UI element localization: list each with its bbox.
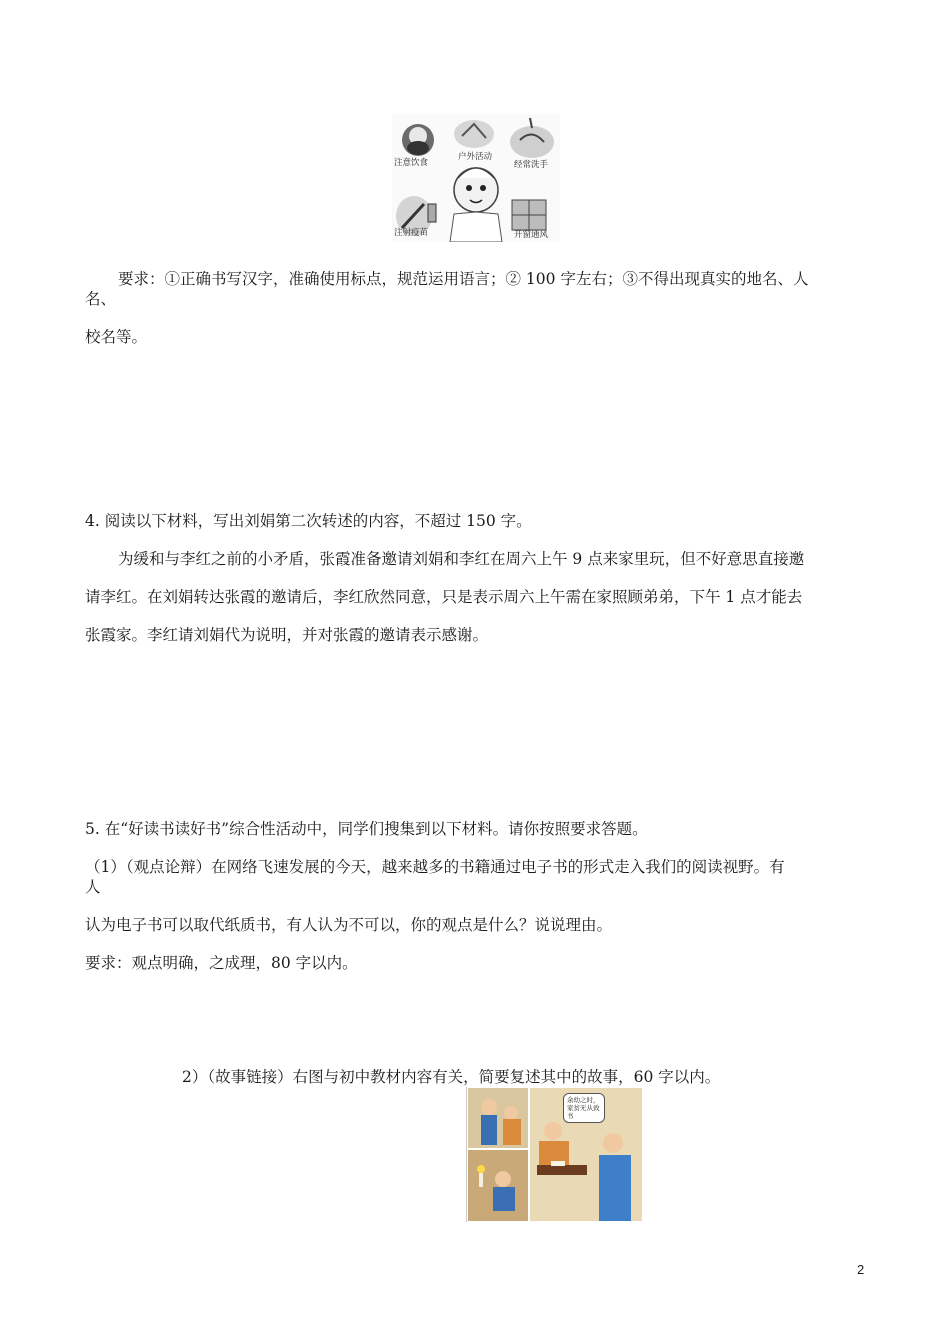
label-vaccine: 注射疫苗	[394, 228, 429, 238]
q4-paragraph-line3: 张霞家。李红请刘娟代为说明，并对张霞的邀请表示感谢。	[85, 626, 489, 644]
q3-requirement-line2: 校名等。	[85, 328, 148, 346]
q5-sub1-line1b: 人	[85, 878, 101, 896]
q4-paragraph-line2: 请李红。在刘娟转达张霞的邀请后，李红欣然同意，只是表示周六上午需在家照顾弟弟，下午 1 点才能去	[85, 588, 803, 606]
comic-drawing	[467, 1087, 643, 1222]
q4-paragraph-line1: 为缓和与李红之前的小矛盾，张霞准备邀请刘娟和李红在周六上午 9 点来家里玩，但不好意思直接邀	[118, 550, 805, 568]
story-comic-illustration	[466, 1087, 643, 1222]
q5-sub2: 2）（故事链接）右图与初中教材内容有关，简要复述其中的故事，60 字以内。	[182, 1068, 721, 1086]
page-number: 2	[857, 1262, 865, 1277]
q3-requirement-line1: 要求：①正确书写汉字，准确使用标点，规范运用语言；② 100 字左右；③不得出现真实的地名、人	[118, 270, 809, 288]
label-handwash: 经常洗手	[514, 160, 549, 170]
comic-speech-bubble: 余幼之时，家贫无从致书	[563, 1093, 605, 1123]
q5-sub1-line1: （1）（观点论辩）在网络飞速发展的今天，越来越多的书籍通过电子书的形式走入我们的阅读视野。有	[85, 858, 785, 876]
health-tips-illustration	[392, 114, 560, 242]
q4-title: 4. 阅读以下材料，写出刘娟第二次转述的内容，不超过 150 字。	[85, 512, 532, 530]
label-outdoor: 户外活动	[458, 152, 493, 162]
q5-sub1-requirement: 要求：观点明确，之成理，80 字以内。	[85, 954, 358, 972]
label-ventilation: 开窗通风	[514, 230, 549, 240]
label-diet: 注意饮食	[394, 158, 429, 168]
q5-sub1-line2: 认为电子书可以取代纸质书，有人认为不可以，你的观点是什么？说说理由。	[85, 916, 613, 934]
q3-requirement-line1b: 名、	[85, 290, 117, 308]
health-tips-drawing	[392, 114, 560, 242]
q5-title: 5. 在“好读书读好书”综合性活动中，同学们搜集到以下材料。请你按照要求答题。	[85, 820, 648, 838]
